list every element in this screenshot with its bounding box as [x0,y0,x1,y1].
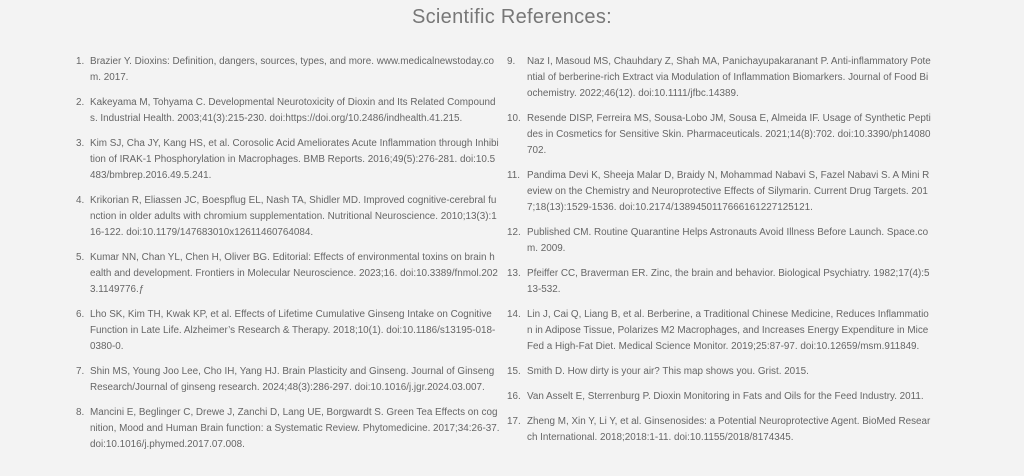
reference-text: Brazier Y. Dioxins: Definition, dangers, sources, types, and more. www.medicalnewstoday.com. 2017. [90,56,494,83]
reference-item [76,405,500,453]
reference-item [507,266,931,298]
reference-text: Resende DISP, Ferreira MS, Sousa-Lobo JM, Sousa E, Almeida IF. Usage of Synthetic Peptides in Cosmetics for Sensitive Skin. Pharmaceuticals. 2021;14(8):702. doi:10.3390/ph14080702. [527,113,931,156]
references-list-left [76,54,500,462]
reference-text: Zheng M, Xin Y, Li Y, et al. Ginsenosides: a Potential Neuroprotective Agent. BioMed Research International. 2018;2018:1-11. doi:10.1155/2018/8174345. [527,416,931,443]
reference-number: 15. [507,366,521,377]
reference-text: Lin J, Cai Q, Liang B, et al. Berberine, a Traditional Chinese Medicine, Reduces Inflammation in Adipose Tissue, Polarizes M2 Macrophages, and Increases Energy Expenditure in Mice Fed a High-Fat Diet. Medical Science Monitor. 2019;25:87-97. doi:10.12659/msm.911849. [527,309,929,352]
reference-item [76,250,500,298]
reference-number: 12. [507,227,521,238]
reference-number: 3. [76,138,85,149]
reference-item [76,193,500,241]
reference-number: 11. [507,170,520,181]
reference-text: Van Asselt E, Sterrenburg P. Dioxin Monitoring in Fats and Oils for the Feed Industry. 2011. [527,391,924,402]
reference-item [507,364,931,380]
reference-item [76,54,500,86]
reference-number: 2. [76,97,85,108]
reference-number: 9. [507,56,516,67]
reference-text: Smith D. How dirty is your air? This map shows you. Grist. 2015. [527,366,809,377]
reference-item [76,307,500,355]
reference-text: Pfeiffer CC, Braverman ER. Zinc, the brain and behavior. Biological Psychiatry. 1982;17(4):513-532. [527,268,930,295]
references-list-right [507,54,931,455]
reference-item [507,54,931,102]
reference-number: 16. [507,391,521,402]
reference-number: 7. [76,366,85,377]
reference-number: 8. [76,407,85,418]
reference-item [507,414,931,446]
reference-item [507,168,931,216]
reference-text: Published CM. Routine Quarantine Helps Astronauts Avoid Illness Before Launch. Space.com. 2009. [527,227,929,254]
reference-item [76,95,500,127]
reference-text: Kim SJ, Cha JY, Kang HS, et al. Corosolic Acid Ameliorates Acute Inflammation through Inhibition of IRAK-1 Phosphorylation in Macrophages. BMB Reports. 2016;49(5):276-281. doi:10.5483/bmbrep.2016.49.5.241. [90,138,499,181]
reference-text: Lho SK, Kim TH, Kwak KP, et al. Effects of Lifetime Cumulative Ginseng Intake on Cognitive Function in Late Life. Alzheimer’s Research & Therapy. 2018;10(1). doi:10.1186/s13195-018-0380-0. [90,309,496,352]
reference-item [76,364,500,396]
reference-text: Krikorian R, Eliassen JC, Boespflug EL, Nash TA, Shidler MD. Improved cognitive-cerebral function in older adults with chromium supplementation. Nutritional Neuroscience. 2010;13(3):116-122. doi:10.1179/147683010x12611460764084. [90,195,497,238]
reference-item [507,225,931,257]
reference-item [507,307,931,355]
reference-text: Kakeyama M, Tohyama C. Developmental Neurotoxicity of Dioxin and Its Related Compounds. Industrial Health. 2003;41(3):215-230. doi:https://doi.org/10.2486/indhealth.41.215. [90,97,496,124]
reference-number: 5. [76,252,85,263]
page-title: Scientific References: [411,6,613,28]
reference-text: Shin MS, Young Joo Lee, Cho IH, Yang HJ. Brain Plasticity and Ginseng. Journal of Ginseng Research/Journal of ginseng research. 2024;48(3):286-297. doi:10.1016/j.jgr.2024.03.007. [90,366,495,393]
reference-text: Pandima Devi K, Sheeja Malar D, Braidy N, Mohammad Nabavi S, Fazel Nabavi S. A Mini Review on the Chemistry and Neuroprotective Effects of Silymarin. Current Drug Targets. 2017;18(13):1529-1536. doi:10.2174/1389450117666161227125121. [527,170,930,213]
reference-number: 1. [76,56,85,67]
reference-item [507,111,931,159]
reference-text: Naz I, Masoud MS, Chauhdary Z, Shah MA, Panichayupakaranant P. Anti-inflammatory Potential of berberine-rich Extract via Modulation of Inflammation Biomarkers. Journal of Food Biochemistry. 2022;46(12). doi:10.1111/jfbc.14389. [527,56,931,99]
reference-text: Mancini E, Beglinger C, Drewe J, Zanchi D, Lang UE, Borgwardt S. Green Tea Effects on cognition, Mood and Human Brain function: a Systematic Review. Phytomedicine. 2017;34:26-37. doi:10.1016/j.phymed.2017.07.008. [90,407,500,450]
reference-item [76,136,500,184]
reference-number: 4. [76,195,85,206]
reference-number: 10. [507,113,521,124]
reference-number: 17. [507,416,521,427]
reference-item [507,389,931,405]
reference-text: Kumar NN, Chan YL, Chen H, Oliver BG. Editorial: Effects of environmental toxins on brain health and development. Frontiers in Molecular Neuroscience. 2023;16. doi:10.3389/fnmol.2023.1149776.ƒ [90,252,498,295]
reference-number: 6. [76,309,85,320]
reference-number: 14. [507,309,521,320]
reference-number: 13. [507,268,521,279]
